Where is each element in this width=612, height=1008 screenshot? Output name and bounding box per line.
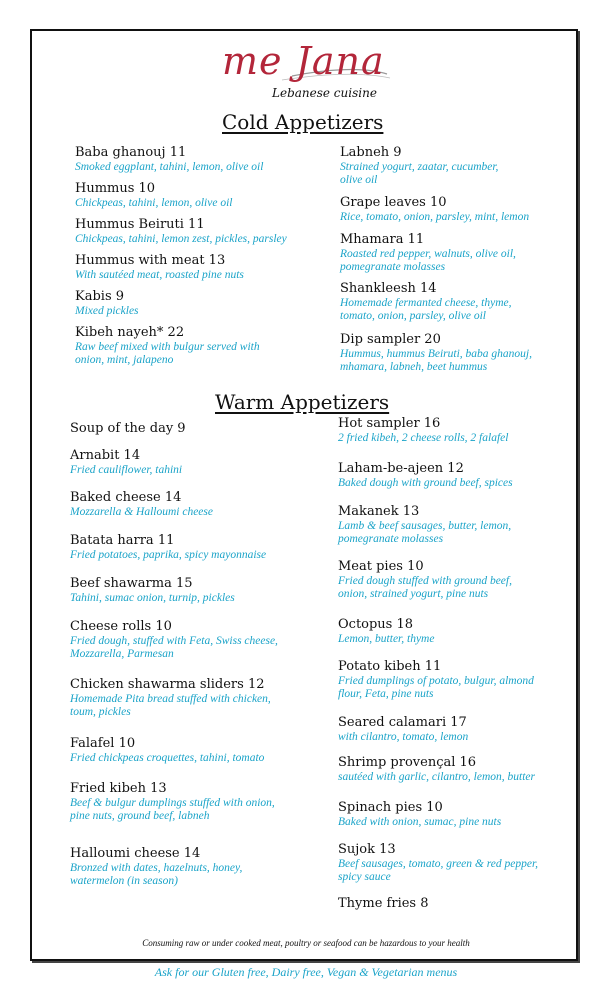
menu-item: [338, 416, 608, 445]
item-name: Labneh 9: [340, 145, 402, 160]
warm-appetizers-heading: Warm Appetizers: [215, 390, 390, 414]
item-description: Tahini, sumac onion, turnip, pickles: [70, 592, 235, 604]
menu-item: [338, 559, 608, 601]
item-name: Batata harra 11: [70, 533, 175, 548]
menu-item: [340, 281, 610, 323]
item-name: Baked cheese 14: [70, 490, 182, 505]
item-name: Chicken shawarma sliders 12: [70, 677, 265, 692]
item-description: Homemade fermanted cheese, thyme, tomato, onion, parsley, olive oil: [340, 297, 512, 322]
item-name: Soup of the day 9: [70, 421, 186, 436]
menu-item: [338, 504, 608, 546]
item-description: Roasted red pepper, walnuts, olive oil, pomegranate molasses: [340, 248, 516, 273]
item-name: Thyme fries 8: [338, 896, 429, 911]
menu-item: [70, 421, 340, 437]
item-description: Rice, tomato, onion, parsley, mint, lemon: [340, 211, 530, 223]
item-description: Fried dumplings of potato, bulgur, almond flour, Feta, pine nuts: [338, 675, 534, 700]
item-description: Fried chickpeas croquettes, tahini, tomato: [70, 752, 265, 764]
item-description: Beef sausages, tomato, green & red pepper, spicy sauce: [338, 858, 539, 883]
item-description: Homemade Pita bread stuffed with chicken, toum, pickles: [70, 693, 271, 718]
item-description: Bronzed with dates, hazelnuts, honey, watermelon (in season): [70, 862, 243, 887]
cold-appetizers-heading: Cold Appetizers: [222, 110, 384, 134]
item-description: Mixed pickles: [75, 305, 139, 317]
item-description: Lemon, butter, thyme: [338, 633, 435, 645]
item-name: Grape leaves 10: [340, 195, 447, 210]
item-name: Kibeh nayeh* 22: [75, 325, 185, 340]
logo: [222, 39, 392, 104]
menu-item: [338, 755, 608, 784]
menu-item: [75, 181, 345, 210]
menu-item: [340, 232, 610, 274]
item-name: Spinach pies 10: [338, 800, 443, 815]
menu-item: [340, 145, 610, 187]
menu-item: [70, 781, 340, 823]
item-description: Strained yogurt, zaatar, cucumber, olive oil: [340, 161, 499, 186]
menu-item: [70, 619, 340, 661]
item-description: Raw beef mixed with bulgur served with onion, mint, jalapeno: [75, 341, 260, 366]
item-name: Seared calamari 17: [338, 715, 467, 730]
item-name: Halloumi cheese 14: [70, 846, 201, 861]
health-disclaimer: Consuming raw or under cooked meat, poultry or seafood can be hazardous to your health: [142, 938, 470, 948]
item-description: Hummus, hummus Beiruti, baba ghanouj, mhamara, labneh, beet hummus: [340, 348, 532, 373]
item-name: Hummus Beiruti 11: [75, 217, 205, 232]
item-name: Beef shawarma 15: [70, 576, 193, 591]
item-name: Hummus with meat 13: [75, 253, 226, 268]
item-description: Lamb & beef sausages, butter, lemon, pomegranate molasses: [338, 520, 512, 545]
menu-item: [70, 846, 340, 888]
item-name: Cheese rolls 10: [70, 619, 172, 634]
dietary-menus-note: Ask for our Gluten free, Dairy free, Vegan & Vegetarian menus: [154, 965, 458, 979]
menu-item: [338, 659, 608, 701]
menu-item: [75, 217, 345, 246]
logo-name: me Jana: [222, 39, 385, 83]
item-name: Hummus 10: [75, 181, 156, 196]
menu-item: [338, 896, 608, 912]
item-description: Smoked eggplant, tahini, lemon, olive oil: [75, 161, 264, 173]
item-description: Chickpeas, tahini, lemon, olive oil: [75, 197, 233, 209]
item-name: Shrimp provençal 16: [338, 755, 477, 770]
item-name: Fried kibeh 13: [70, 781, 167, 796]
menu-item: [338, 800, 608, 829]
menu-item: [338, 617, 608, 646]
item-description: with cilantro, tomato, lemon: [338, 731, 469, 743]
menu-item: [75, 289, 345, 318]
item-description: 2 fried kibeh, 2 cheese rolls, 2 falafel: [338, 432, 509, 444]
menu-item: [340, 195, 610, 224]
menu-item: [338, 461, 608, 490]
item-name: Sujok 13: [338, 842, 396, 857]
item-description: With sautéed meat, roasted pine nuts: [75, 269, 244, 281]
item-description: Fried dough stuffed with ground beef, onion, strained yogurt, pine nuts: [338, 575, 512, 600]
item-name: Potato kibeh 11: [338, 659, 442, 674]
item-name: Falafel 10: [70, 736, 136, 751]
item-name: Octopus 18: [338, 617, 414, 632]
menu-item: [338, 715, 608, 744]
item-name: Makanek 13: [338, 504, 420, 519]
item-description: Beef & bulgur dumplings stuffed with onion, pine nuts, ground beef, labneh: [70, 797, 275, 822]
menu-item: [340, 332, 610, 374]
menu-item: [338, 842, 608, 884]
item-description: Fried potatoes, paprika, spicy mayonnaise: [70, 549, 267, 561]
menu-item: [75, 145, 345, 174]
menu-item: [70, 533, 340, 562]
item-name: Arnabit 14: [70, 448, 141, 463]
item-description: Mozzarella & Halloumi cheese: [70, 506, 213, 518]
menu-item: [75, 325, 345, 367]
item-description: Fried cauliflower, tahini: [70, 464, 183, 476]
menu-item: [70, 736, 340, 765]
item-name: Dip sampler 20: [340, 332, 441, 347]
item-description: sautéed with garlic, cilantro, lemon, butter: [338, 771, 535, 783]
item-name: Hot sampler 16: [338, 416, 441, 431]
item-description: Baked with onion, sumac, pine nuts: [338, 816, 502, 828]
item-name: Mhamara 11: [340, 232, 425, 247]
item-description: Chickpeas, tahini, lemon zest, pickles, parsley: [75, 233, 287, 245]
menu-item: [70, 490, 340, 519]
item-name: Laham-be-ajeen 12: [338, 461, 464, 476]
item-description: Fried dough, stuffed with Feta, Swiss cheese, Mozzarella, Parmesan: [70, 635, 278, 660]
menu-item: [70, 677, 340, 719]
item-description: Baked dough with ground beef, spices: [338, 477, 513, 489]
item-name: Shankleesh 14: [340, 281, 437, 296]
menu-item: [75, 253, 345, 282]
logo-tagline: Lebanese cuisine: [272, 86, 377, 100]
menu-item: [70, 448, 340, 477]
item-name: Baba ghanouj 11: [75, 145, 187, 160]
item-name: Kabis 9: [75, 289, 125, 304]
menu-item: [70, 576, 340, 605]
item-name: Meat pies 10: [338, 559, 424, 574]
